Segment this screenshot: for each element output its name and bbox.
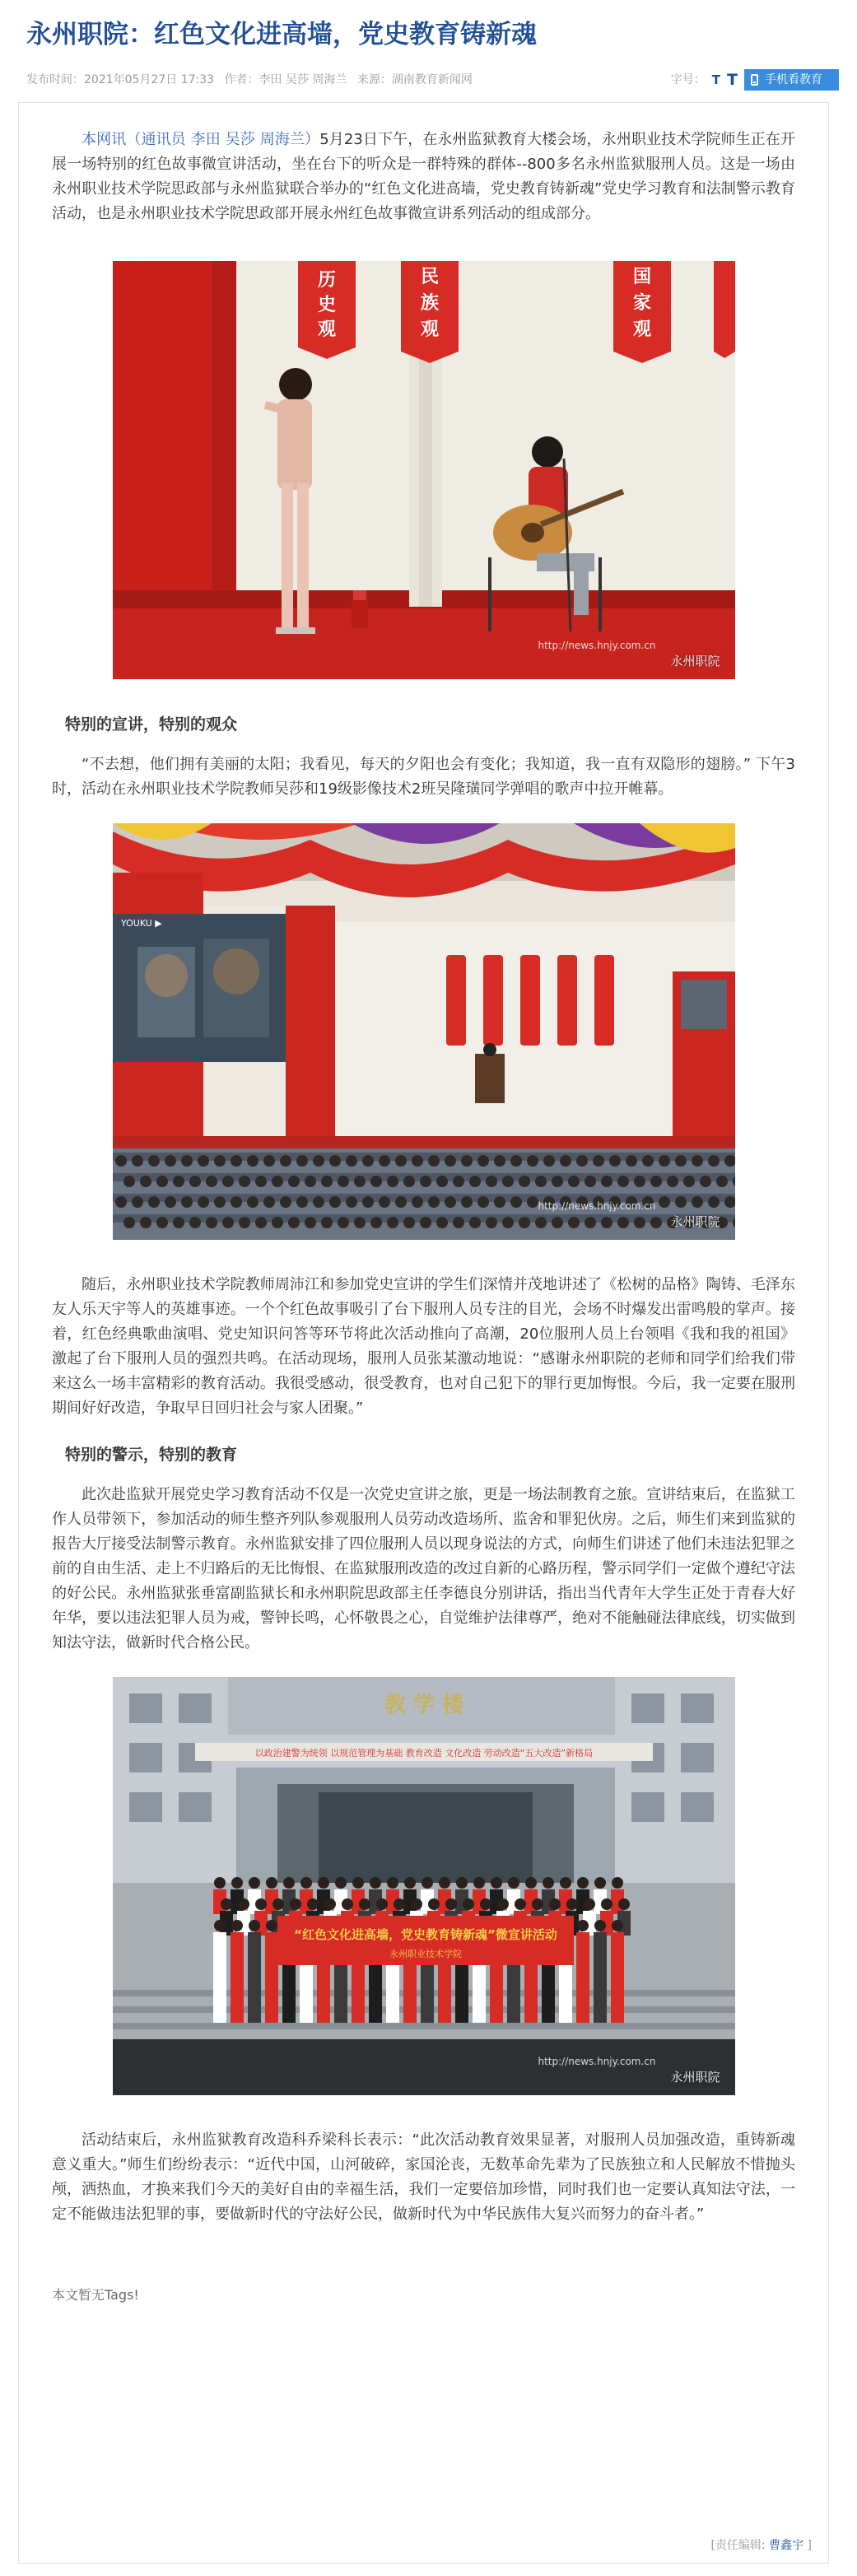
paragraph-4: 此次赴监狱开展党史学习教育活动不仅是一次党史宣讲之旅，更是一场法制教育之旅。宣讲结束后，在监狱工作人员带领下，参加活动的师生整齐列队参观服刑人员劳动改造场所、监舍和罪犯伙房。之后，师生们来到监狱的报告大厅接受法制警示教育。永州监狱安排了四位服刑人员以现身说法的方式，向师生们讲述了他们未违法犯罪之前的自由生活、走上不归路后的无比悔恨、在监狱服刑改造的改过自新的心路历程，警示同学们一定做个遵纪守法的好公民。永州监狱张垂富副监狱长和永州职院思政部主任李德良分别讲话，指出当代青年大学生正处于青春大好年华，要以违法犯罪人员为戒，警钟长鸣，心怀敬畏之心，自觉维护法律尊严，绝对不能触碰法律底线，切实做到知法守法，做新时代合格公民。 <box>52 1486 795 1651</box>
article-header <box>0 0 857 92</box>
editor-close: ] <box>807 2539 812 2552</box>
group-banner-text: “红色文化进高墙，党史教育铸新魂”微宣讲活动 <box>293 1927 557 1942</box>
svg-text:史: 史 <box>317 295 336 315</box>
font-size-label: 字号： <box>670 73 706 87</box>
banner-1 <box>401 261 459 363</box>
svg-text:观: 观 <box>317 319 336 340</box>
article-body-box <box>18 102 829 2564</box>
photo-url: http://news.hnjy.com.cn <box>538 1200 656 1212</box>
svg-text:民: 民 <box>420 267 439 287</box>
building-sign: 教 学 楼 <box>384 1693 463 1717</box>
article-meta <box>26 68 839 92</box>
photo-hall-audience <box>113 823 735 1240</box>
publish-time: 发布时间：2021年05月27日 17:33 <box>26 73 215 87</box>
photo-watermark: 永州职院 <box>670 1214 720 1229</box>
article-tools <box>671 68 839 92</box>
lead-source: 本网讯（通讯员 李田 吴莎 周海兰） <box>82 131 320 148</box>
subhead-2: 特别的警示，特别的教育 <box>65 1446 238 1464</box>
group-banner-sub: 永州职业技术学院 <box>389 1949 462 1959</box>
article-body <box>19 103 828 2303</box>
mobile-view-label: 手机看教育 <box>765 73 822 87</box>
photo-url: http://news.hnjy.com.cn <box>538 2056 656 2067</box>
photo-group-art <box>113 1677 735 2095</box>
font-small-button[interactable]: T <box>711 72 721 88</box>
tags-line: 本文暂无Tags! <box>52 2287 139 2303</box>
photo-watermark: 永州职院 <box>670 2070 720 2085</box>
paragraph-1 <box>52 128 795 226</box>
paragraph-2: “不去想，他们拥有美丽的太阳；我看见，每天的夕阳也会有变化；我知道，我一直有双隐形的翅膀。” 下午3时，活动在永州职业技术学院教师吴莎和19级影像技术2班吴隆璜同学弹唱的歌声中拉开帷幕。 <box>52 756 795 798</box>
paragraph-1-text: 5月23日下午，在永州监狱教育大楼会场，永州职业技术学院师生正在开展一场特别的红色故事微宣讲活动，坐在台下的听众是一群特殊的群体--800多名永州监狱服刑人员。这是一场由永州职业技术学院思政部与永州监狱联合举办的“红色文化进高墙，党史教育铸新魂”党史学习教育和法制警示教育活动，也是永州职业技术学院思政部开展永州红色故事微宣讲系列活动的组成部分。 <box>52 131 796 222</box>
subhead-1: 特别的宣讲，特别的观众 <box>65 715 238 734</box>
author: 作者：李田 吴莎 周海兰 <box>224 73 347 87</box>
photo-hall-audience-art <box>113 823 735 1240</box>
article-title: 永州职院：红色文化进高墙，党史教育铸新魂 <box>26 20 537 49</box>
phone-icon <box>751 74 758 86</box>
svg-text:历: 历 <box>317 270 336 291</box>
editor-credit <box>710 2536 812 2553</box>
group-banner <box>277 1916 574 1965</box>
paragraph-5: 活动结束后，永州监狱教育改造科乔梁科长表示：“此次活动教育效果显著，对服刑人员加强改造，重铸新魂意义重大。”师生们纷纷表示：“近代中国，山河破碎，家国沦丧，无数革命先辈为了民族独立和人民解放不惜抛头颅，洒热血，才换来我们今天的美好自由的幸福生活，我们一定要倍加珍惜，同时我们也一定要认真知法守法，一定不能做违法犯罪的事，要做新时代的守法好公民，做新时代为中华民族伟大复兴而努力的奋斗者。” <box>52 2131 795 2223</box>
svg-text:族: 族 <box>420 293 439 314</box>
mobile-view-button[interactable] <box>744 69 839 91</box>
svg-text:观: 观 <box>420 319 439 340</box>
photo-group <box>113 1677 735 2095</box>
svg-text:国: 国 <box>632 267 651 287</box>
photo-url: http://news.hnjy.com.cn <box>538 640 656 651</box>
svg-text:观: 观 <box>632 319 651 340</box>
paragraph-3: 随后，永州职业技术学院教师周沛江和参加党史宣讲的学生们深情并茂地讲述了《松树的品格》陶铸、毛泽东友人乐天宇等人的英雄事迹。一个个红色故事吸引了台下服刑人员专注的目光，会场不时爆发出雷鸣般的掌声。接着，红色经典歌曲演唱、党史知识问答等环节将此次活动推向了高潮，20位服刑人员上台领唱《我和我的祖国》激起了台下服刑人员的强烈共鸣。在活动现场，服刑人员张某激动地说：“感谢永州职院的老师和同学们给我们带来这么一场丰富精彩的教育活动。我很受感动，很受教育，也对自己犯下的罪行更加悔恨。今后，我一定要在服刑期间好好改造，争取早日回归社会与家人团聚。” <box>52 1276 795 1417</box>
building-slogan: 以政治建警为统领 以规范管理为基础 教育改造 文化改造 劳动改造“五大改造”新格局 <box>254 1748 593 1758</box>
editor-label: [责任编辑: <box>710 2539 766 2552</box>
editor-name: 曹鑫宇 <box>769 2539 804 2552</box>
source: 来源：湖南教育新闻网 <box>356 73 473 87</box>
banner-0 <box>298 261 356 359</box>
photo-stage-performance <box>113 261 735 679</box>
photo-watermark: 永州职院 <box>670 654 720 668</box>
banner-2 <box>613 261 671 363</box>
screen-logo: YOUKU ▶ <box>120 918 162 929</box>
photo-stage-performance-art <box>113 261 735 679</box>
svg-text:家: 家 <box>632 293 651 314</box>
font-large-button[interactable]: T <box>727 71 738 90</box>
